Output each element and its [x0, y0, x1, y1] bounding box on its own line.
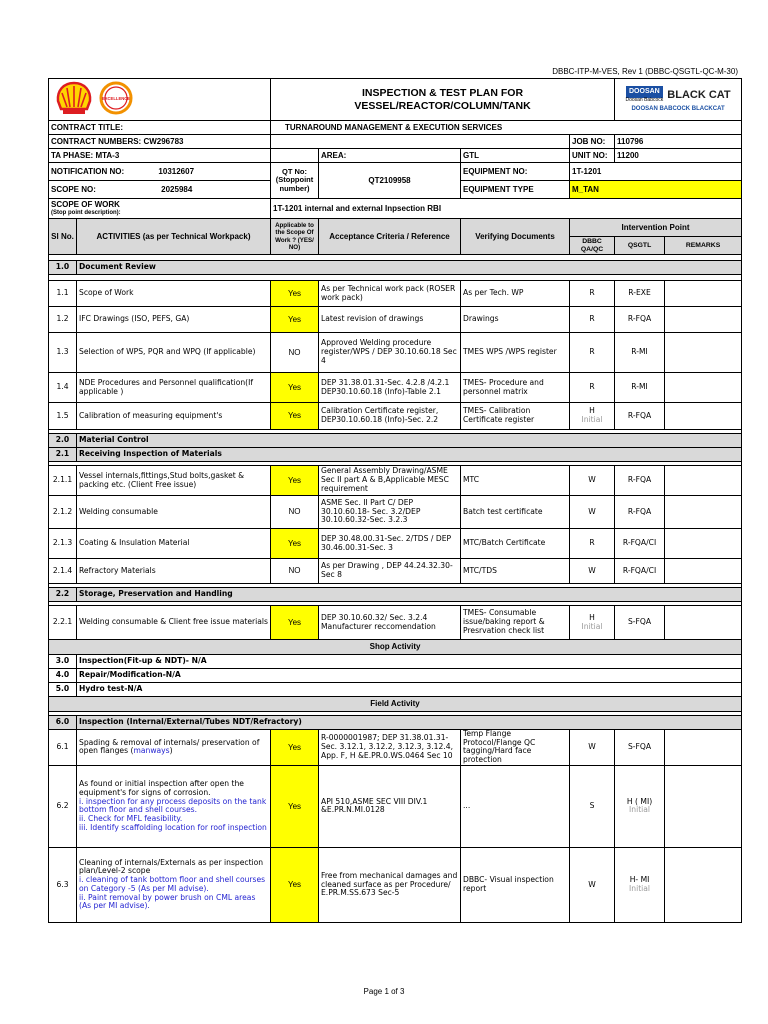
qt-value: QT2109958	[319, 163, 461, 199]
contract-title-label: CONTRACT TITLE:	[49, 121, 271, 135]
table-row: 2.1.1 Vessel internals,fittings,Stud bolts,gasket & packing etc. (Client Free issue) Yes General Assembly Drawing/ASME Sec II part A & B,Applicable MESC requirement MTC W R-FQA	[49, 466, 742, 496]
page-title: INSPECTION & TEST PLAN FOR VESSEL/REACTOR/COLUMN/TANK	[271, 79, 615, 121]
notification-label: NOTIFICATION NO: 10312607	[49, 163, 271, 181]
col-qsgtl: QSGTL	[615, 237, 665, 255]
shell-pecten-logo	[55, 81, 93, 117]
table-row: 2.2.1 Welding consumable & Client free issue materials Yes DEP 30.10.60.32/ Sec. 3.2.4 Manufacturer reccomendation TMES- Consumable issue/baking report & Presrvation check list H Initial S-FQA	[49, 606, 742, 640]
table-row: 6.3 Cleaning of internals/Externals as per inspection plan/Level-2 scope i. cleaning of tank bottom floor and shell courses on Category -5 (As per MI advise). ii. Paint removal by power brush on CML areas (As per MI advise). Yes Free from mechanical damages and cleaned surface as per Procedure/ E.PR.M.SS.673 Sec-5 DBBC- Visual inspection report W H- MI Initial	[49, 847, 742, 922]
unit-no-label: UNIT NO:	[570, 149, 615, 163]
equipment-no-value: 1T-1201	[570, 163, 742, 181]
contract-numbers-row: CONTRACT NUMBERS: CW296783	[49, 135, 271, 149]
table-row: 1.3 Selection of WPS, PQR and WPQ (If applicable) NO Approved Welding procedure register/WPS / DEP 30.10.60.18 Sec 4 TMES WPS /WPS register R R-MI	[49, 333, 742, 373]
table-row: 2.1.2 Welding consumable NO ASME Sec. II Part C/ DEP 30.10.60.18- Sec. 3.2/DEP 30.10.60.32-Sec. 3.2.3 Batch test certificate W R-FQA	[49, 496, 742, 529]
table-row: 2.1.4 Refractory Materials NO As per Drawing , DEP 44.24.32.30-Sec 8 MTC/TDS W R-FQA/CI	[49, 559, 742, 584]
job-no-label: JOB NO:	[570, 135, 615, 149]
page-number: Page 1 of 3	[363, 987, 405, 996]
section-row: 2.0 Material Control	[49, 434, 742, 448]
table-row: 1.4 NDE Procedures and Personnel qualification(If applicable ) Yes DEP 31.38.01.31-Sec. 4.2.8 /4.2.1 DEP30.10.60.18 (Info)-Table 2.1 TMES- Procedure and personnel matrix R R-MI	[49, 373, 742, 403]
col-dbbc: DBBC QA/QC	[570, 237, 615, 255]
contract-title-value: TURNAROUND MANAGEMENT & EXECUTION SERVICES	[271, 121, 742, 135]
col-remarks: REMARKS	[665, 237, 742, 255]
contractor-name: DOOSAN BABCOCK BLACKCAT	[631, 105, 725, 112]
section-row: 1.0 Document Review	[49, 261, 742, 275]
doosan-logo: DOOSAN	[626, 86, 663, 98]
col-acceptance: Acceptance Criteria / Reference	[319, 219, 461, 255]
svg-text:EXCELLENCE: EXCELLENCE	[101, 96, 131, 102]
section-row: 6.0 Inspection (Internal/External/Tubes NDT/Refractory)	[49, 716, 742, 730]
section-row: 5.0 Hydro test-N/A	[49, 683, 742, 697]
col-sl-no: Sl No.	[49, 219, 77, 255]
equipment-type-label: EQUIPMENT TYPE	[461, 181, 570, 199]
col-intervention-point: Intervention Point	[570, 219, 742, 237]
section-row: 2.1 Receiving Inspection of Materials	[49, 448, 742, 462]
doosan-subtext: Doosan Babcock	[625, 97, 664, 104]
document-reference: DBBC-ITP-M-VES, Rev 1 (DBBC-QSGTL-QC-M-30)	[552, 67, 738, 76]
table-row: 6.2 As found or initial inspection after open the equipment's for signs of corrosion. i. inspection for any process deposits on the tank bottom floor and shell courses. ii. Check for MFL feasibility. iii. Identify scaffolding location for roof inspection Yes API 510,ASME SEC VIII DIV.1 &E.PR.N.MI.0128 ... S H ( MI) Initial	[49, 765, 742, 847]
table-row: 2.1.3 Coating & Insulation Material Yes DEP 30.48.00.31-Sec. 2/TDS / DEP 30.46.00.31-Sec. 3 MTC/Batch Certificate R R-FQA/CI	[49, 529, 742, 559]
excellence-badge-logo	[99, 81, 133, 117]
field-activity-band: Field Activity	[49, 697, 742, 712]
table-row: 1.2 IFC Drawings (ISO, PEFS, GA) Yes Latest revision of drawings Drawings R R-FQA	[49, 307, 742, 333]
shop-activity-band: Shop Activity	[49, 640, 742, 655]
client-logo-cell	[49, 79, 271, 121]
table-row: 1.5 Calibration of measuring equipment's Yes Calibration Certificate register, DEP30.10.60.18 (Info)-Sec. 2.2 TMES- Calibration Certificate register H Initial R-FQA	[49, 403, 742, 430]
section-row: 3.0 Inspection(Fit-up & NDT)- N/A	[49, 655, 742, 669]
unit-no-value: 11200	[615, 149, 742, 163]
table-row: 6.1 Spading & removal of internals/ preservation of open flanges (manways) Yes R-0000001987; DEP 31.38.01.31-Sec. 3.12.1, 3.12.2, 3.12.3, 3.12.4, App. F, H &E.PR.0.WS.0464 Sec 10 Temp Flange Protocol/Flange QC tagging/Hard face protection W S-FQA	[49, 730, 742, 766]
equipment-no-label: EQUIPMENT NO:	[461, 163, 570, 181]
area-label: AREA:	[319, 149, 461, 163]
section-row: 4.0 Repair/Modification-N/A	[49, 669, 742, 683]
notification-value: 10312607	[158, 166, 195, 176]
qt-label: QT No: (Stoppoint number)	[271, 163, 319, 199]
scope-no-value: 2025984	[161, 184, 193, 194]
area-value: GTL	[461, 149, 570, 163]
table-row: 1.1 Scope of Work Yes As per Technical work pack (ROSER work pack) As per Tech. WP R R-EXE	[49, 281, 742, 307]
col-activities: ACTIVITIES (as per Technical Workpack)	[77, 219, 271, 255]
contractor-logo-cell	[615, 79, 742, 121]
contract-numbers-value: CW296783	[143, 136, 184, 146]
col-verifying: Verifying Documents	[461, 219, 570, 255]
itp-table	[48, 78, 742, 923]
scope-of-work-label: SCOPE OF WORK (Stop point description):	[49, 199, 271, 219]
section-row: 2.2 Storage, Preservation and Handling	[49, 588, 742, 602]
blackcat-logo: BLACK CAT	[667, 88, 731, 101]
job-no-value: 110796	[615, 135, 742, 149]
col-applicable: Applicable to the Scope Of Work ? (YES/ NO)	[271, 219, 319, 255]
scope-of-work-value: 1T-1201 internal and external Inpsection RBI	[271, 199, 742, 219]
scope-no-label: SCOPE NO: 2025984	[49, 181, 271, 199]
equipment-type-value: M_TAN	[570, 181, 742, 199]
ta-phase: TA PHASE: MTA-3	[49, 149, 271, 163]
